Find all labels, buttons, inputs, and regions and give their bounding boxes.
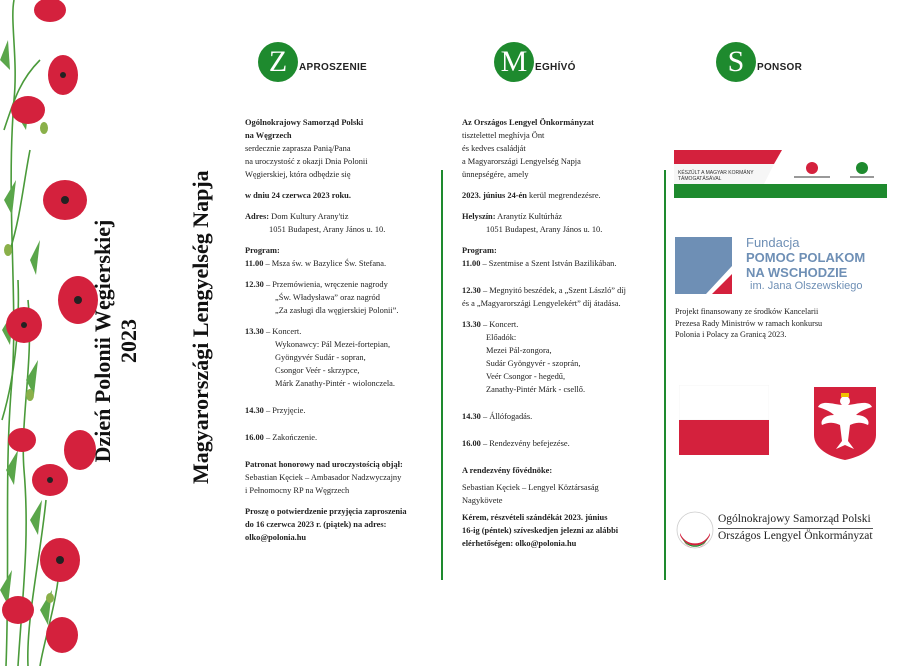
pl-p2-l3: „Za zasługi dla węgierskiej Polonii”. <box>275 306 399 315</box>
pl-p3-time: 13.30 <box>245 327 264 336</box>
z-circle: Z <box>258 42 298 82</box>
pl-patron-label: Patronat honorowy nad uroczystością objął: <box>245 460 403 469</box>
fundacja-name <box>746 236 865 293</box>
hu-p3-time: 13.30 <box>462 320 481 329</box>
title-line-3: Magyarországi Lengyelség Napja <box>188 170 213 484</box>
hu-rsvp-3: elérhetőségen: olko@polonia.hu <box>462 539 577 548</box>
header-s-word: PONSOR <box>757 61 803 73</box>
title-line-2: 2023 <box>116 319 141 363</box>
pl-rsvp-1: Proszę o potwierdzenie przyjęcia zaproszenia <box>245 507 407 516</box>
olko-name <box>718 512 873 544</box>
hu-p3-l4: Zanathy-Pintér Márk - csellő. <box>486 385 586 394</box>
divider-1 <box>441 170 443 580</box>
fund-line-1: Fundacja <box>746 235 800 250</box>
hu-p5-time: 16.00 <box>462 439 481 448</box>
olko-logo <box>676 511 714 549</box>
hu-invite-2: és kedves családját <box>462 144 526 153</box>
hu-p3-l2: Sudár Gyöngyvér - szoprán, <box>486 359 581 368</box>
pl-rsvp-email: olko@polonia.hu <box>245 533 307 542</box>
hu-date-bold: 2023. június 24-én <box>462 191 527 200</box>
pl-p3-l2: Gyöngyvér Sudár - sopran, <box>275 353 366 362</box>
note-line-1: Projekt finansowany ze środków Kancelarii <box>675 307 819 316</box>
note-line-3: Polonia i Polacy za Granicą 2023. <box>675 330 787 339</box>
pl-patron-2: i Pełnomocny RP na Węgrzech <box>245 486 350 495</box>
hu-rsvp-2: 16-ig (péntek) szíveskedjen jelezni az alábbi <box>462 526 619 535</box>
hu-invite-1: tisztelettel meghívja Önt <box>462 131 545 140</box>
pl-rsvp-2: do 16 czerwca 2023 r. (piątek) na adres: <box>245 520 387 529</box>
header-zaproszenie <box>258 42 367 82</box>
pl-p3-l1: Wykonawcy: Pál Mezei-fortepian, <box>275 340 391 349</box>
hu-patron-2: Nagykövete <box>462 496 503 505</box>
title-hungarian <box>188 170 214 484</box>
gov-banner-text: KÉSZÜLT A MAGYAR KORMÁNY TÁMOGATÁSÁVAL <box>678 170 754 182</box>
pl-p1-text: – Msza św. w Bazylice Św. Stefana. <box>263 259 387 268</box>
pl-p5-time: 16.00 <box>245 433 264 442</box>
pl-p4-text: – Przyjęcie. <box>263 406 306 415</box>
pl-patron-1: Sebastian Kęciek – Ambasador Nadzwyczajny <box>245 473 402 482</box>
s-circle: S <box>716 42 756 82</box>
header-sponsor <box>716 42 802 82</box>
header-m-word: EGHÍVÓ <box>535 61 576 73</box>
hu-org: Az Országos Lengyel Önkormányzat <box>462 118 594 127</box>
pl-program-label: Program: <box>245 246 280 255</box>
pl-addr-1: Dom Kultury Arany'tiz <box>271 212 349 221</box>
hu-patron-1: Sebastian Kęciek – Lengyel Köztársaság <box>462 483 599 492</box>
hu-rsvp-1: Kérem, részvételi szándékát 2023. június <box>462 513 608 522</box>
pl-p3-l4: Márk Zanathy-Pintér - wiolonczela. <box>275 379 395 388</box>
fund-line-2: POMOC POLAKOM <box>746 250 866 265</box>
note-line-2: Prezesa Rady Ministrów w ramach konkursu <box>675 318 823 328</box>
olko-line-1: Ogólnokrajowy Samorząd Polski <box>718 512 873 529</box>
pl-invite-3: Węgierskiej, która odbędzie się <box>245 170 351 179</box>
fund-line-4: im. Jana Olszewskiego <box>750 280 863 292</box>
hu-p2-time: 12.30 <box>462 286 481 295</box>
pl-p3-l3: Csongor Veér - skrzypce, <box>275 366 360 375</box>
sponsor-note <box>675 306 890 341</box>
hu-p3-l1: Mezei Pál-zongora, <box>486 346 552 355</box>
title-polish <box>90 191 142 491</box>
hu-p4-text: – Állófogadás. <box>480 412 533 421</box>
pl-addr-label: Adres: <box>245 212 270 221</box>
hu-p3-text: – Koncert. <box>480 320 519 329</box>
hu-invite-4: ünnepségére, amely <box>462 170 529 179</box>
pl-p1-time: 11.00 <box>245 259 264 268</box>
pl-p2-time: 12.30 <box>245 280 264 289</box>
hu-p2-text: – Megnyitó beszédek, a „Szent László” díj <box>480 286 626 295</box>
divider-2 <box>664 170 666 580</box>
header-meghivo <box>494 42 576 82</box>
pl-p2-text: – Przemówienia, wręczenie nagrody <box>263 280 388 289</box>
pl-addr-2: 1051 Budapest, Arany János u. 10. <box>269 225 386 234</box>
header-z-word: APROSZENIE <box>299 61 368 73</box>
pl-p3-text: – Koncert. <box>263 327 302 336</box>
m-circle: M <box>494 42 534 82</box>
hu-p4-time: 14.30 <box>462 412 481 421</box>
pl-org-line1: Ogólnokrajowy Samorząd Polski <box>245 118 364 127</box>
pl-p5-text: – Zakończenie. <box>263 433 318 442</box>
hu-invite-3: a Magyarországi Lengyelség Napja <box>462 157 581 166</box>
polish-eagle-emblem <box>812 385 878 461</box>
hu-addr-2: 1051 Budapest, Arany János u. 10. <box>486 225 603 234</box>
hu-addr-1: Aranytíz Kultúrház <box>497 212 563 221</box>
hu-p2-l2: és a „Magyarországi Lengyelekért” díj átadása. <box>462 299 621 308</box>
fund-line-3: NA WSCHODZIE <box>746 265 848 280</box>
pl-p4-time: 14.30 <box>245 406 264 415</box>
hu-patron-label: A rendezvény fővédnöke: <box>462 466 553 475</box>
pl-invite-2: na uroczystość z okazji Dnia Polonii <box>245 157 368 166</box>
hu-addr-label: Helyszín: <box>462 212 496 221</box>
hu-p3-l3: Veér Csongor - hegedű, <box>486 372 566 381</box>
pl-org-line2: na Węgrzech <box>245 131 292 140</box>
hu-p3-l0: Előadók: <box>486 333 517 342</box>
olko-line-2: Országos Lengyel Önkormányzat <box>718 530 873 542</box>
fundacja-logo-mark <box>706 266 732 294</box>
hu-p1-text: – Szentmise a Szent István Bazilikában. <box>480 259 617 268</box>
poppy-border-decoration <box>0 0 100 666</box>
pl-p2-l2: „Św. Władysława” oraz nagród <box>275 293 380 302</box>
hungarian-invitation <box>462 116 662 550</box>
hu-p1-time: 11.00 <box>462 259 481 268</box>
polish-flag <box>679 385 769 455</box>
title-line-1: Dzień Polonii Węgierskiej <box>90 219 115 463</box>
polish-invitation <box>245 116 445 544</box>
hu-p5-text: – Rendezvény befejezése. <box>480 439 570 448</box>
pl-invite-1: serdecznie zaprasza Panią/Pana <box>245 144 351 153</box>
hu-program-label: Program: <box>462 246 497 255</box>
pl-date: w dniu 24 czerwca 2023 roku. <box>245 191 351 200</box>
hu-date-rest: kerül megrendezésre. <box>526 191 601 200</box>
